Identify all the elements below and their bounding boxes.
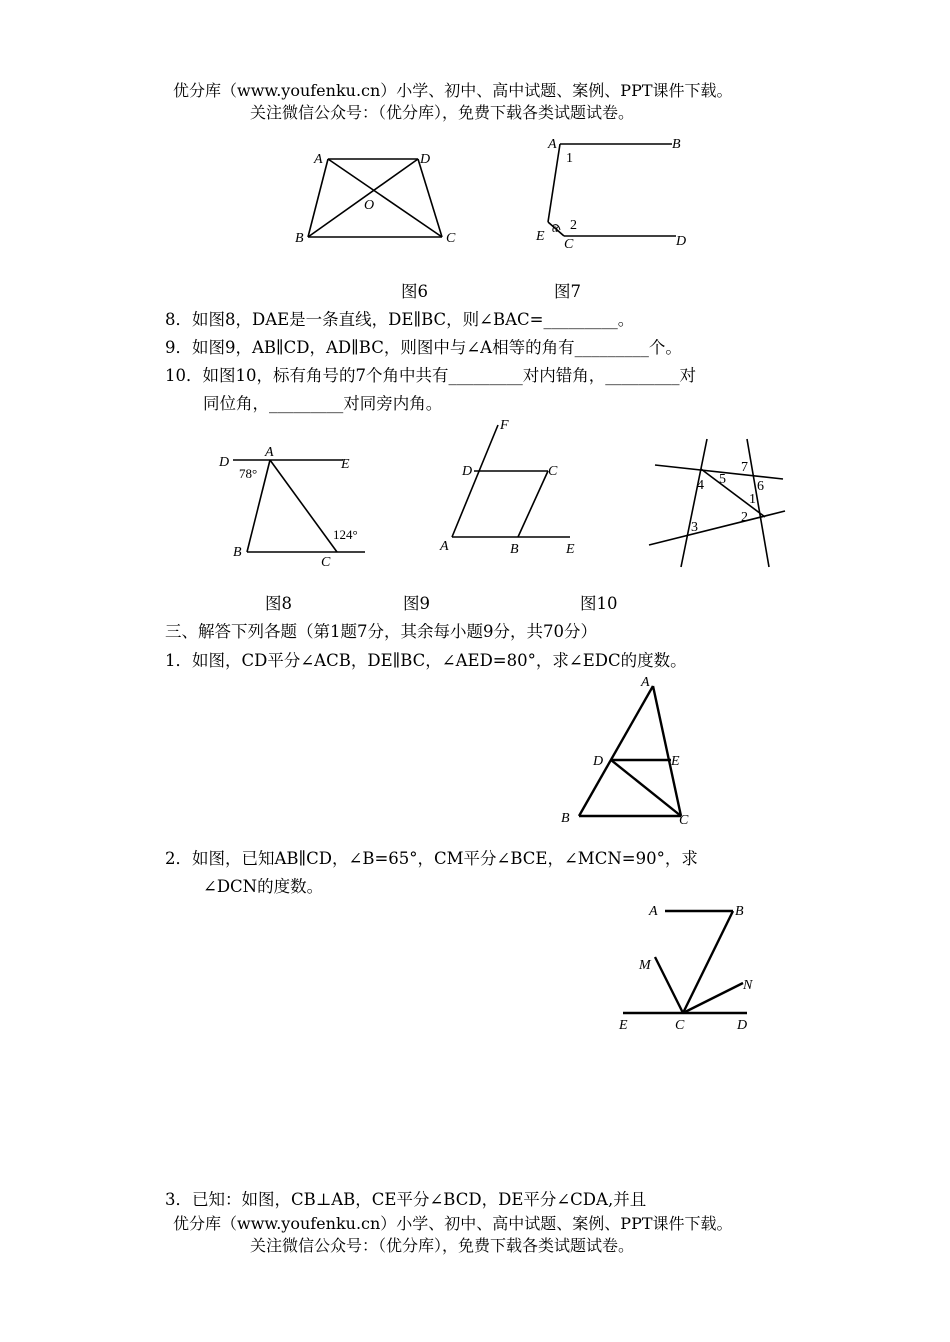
fig6-label-c: C xyxy=(446,231,456,246)
header-line-2: 关注微信公众号：（优分库），免费下载各类试题试卷。 xyxy=(250,103,635,122)
figure-8 xyxy=(215,440,375,570)
problem-1: 1．如图，CD平分∠ACB，DE∥BC，∠AED=80°，求∠EDC的度数。 xyxy=(165,651,687,670)
fig8-label-b: B xyxy=(233,545,242,560)
fig10-label-1: 1 xyxy=(749,492,756,507)
fig6-label-d: D xyxy=(420,152,431,167)
fig10-label-2: 2 xyxy=(741,510,748,525)
fig8-label-c: C xyxy=(321,555,331,570)
problem-2-line-1: 2．如图，已知AB∥CD，∠B=65°，CM平分∠BCE，∠MCN=90°，求 xyxy=(165,849,698,868)
fig10-label-6: 6 xyxy=(757,479,764,494)
p2-label-m: M xyxy=(639,958,651,973)
p1-label-a: A xyxy=(641,675,650,690)
fig9-caption: 图9 xyxy=(403,594,430,613)
fig10-label-4: 4 xyxy=(697,478,704,493)
footer-line-2: 关注微信公众号：（优分库），免费下载各类试题试卷。 xyxy=(250,1236,635,1255)
fig10-label-7: 7 xyxy=(741,460,748,475)
fig8-label-d: D xyxy=(219,455,230,470)
fig7-label-1: 1 xyxy=(566,151,573,166)
figure-7 xyxy=(530,130,700,255)
question-8: 8．如图8，DAE是一条直线，DE∥BC，则∠BAC=_________。 xyxy=(165,310,635,329)
fig9-label-c: C xyxy=(548,464,558,479)
p2-label-c: C xyxy=(675,1018,685,1033)
figure-6 xyxy=(290,145,470,255)
problem-1-figure xyxy=(555,672,705,832)
p2-label-d: D xyxy=(737,1018,748,1033)
fig8-label-a: A xyxy=(265,445,274,460)
footer-line-1: 优分库（www.youfenku.cn）小学、初中、高中试题、案例、PPT课件下载。 xyxy=(173,1214,733,1233)
fig8-label-e: E xyxy=(341,457,350,472)
fig6-label-b: B xyxy=(295,231,304,246)
fig9-label-e: E xyxy=(566,542,575,557)
figure-9 xyxy=(440,415,590,560)
fig8-angle-124: 124° xyxy=(333,527,358,542)
fig7-label-a: A xyxy=(548,137,557,152)
fig9-label-f: F xyxy=(500,418,509,433)
p1-label-e: E xyxy=(671,754,680,769)
p2-label-e: E xyxy=(619,1018,628,1033)
fig9-label-a: A xyxy=(440,539,449,554)
fig7-label-e: E xyxy=(536,229,545,244)
fig6-label-o: O xyxy=(364,198,375,213)
p1-label-c: C xyxy=(679,813,689,828)
fig9-label-d: D xyxy=(462,464,473,479)
problem-3: 3．已知：如图，CB⊥AB，CE平分∠BCD，DE平分∠CDA,并且 xyxy=(165,1190,647,1209)
figure-10 xyxy=(645,435,790,575)
section-3-title: 三、解答下列各题（第1题7分，其余每小题9分，共70分） xyxy=(165,622,597,641)
fig6-label-a: A xyxy=(314,152,323,167)
p2-label-a: A xyxy=(649,904,658,919)
fig7-caption: 图7 xyxy=(554,282,581,301)
fig6-caption: 图6 xyxy=(401,282,428,301)
problem-2-line-2: ∠DCN的度数。 xyxy=(203,877,324,896)
fig10-label-5: 5 xyxy=(719,472,726,487)
fig9-label-b: B xyxy=(510,542,519,557)
question-9: 9．如图9，AB∥CD，AD∥BC，则图中与∠A相等的角有_________个。 xyxy=(165,338,682,357)
fig8-caption: 图8 xyxy=(265,594,292,613)
fig8-angle-78: 78° xyxy=(239,466,258,481)
question-10-line-2: 同位角，_________对同旁内角。 xyxy=(203,394,443,413)
fig7-label-b: B xyxy=(672,137,681,152)
header-line-1: 优分库（www.youfenku.cn）小学、初中、高中试题、案例、PPT课件下载。 xyxy=(173,81,733,100)
fig10-caption: 图10 xyxy=(580,594,618,613)
p1-label-b: B xyxy=(561,811,570,826)
fig7-label-c: C xyxy=(564,237,574,252)
problem-2-figure xyxy=(605,895,765,1040)
fig7-label-alpha: α xyxy=(552,221,559,235)
p2-label-b: B xyxy=(735,904,744,919)
fig7-label-2: 2 xyxy=(570,218,577,233)
p2-label-n: N xyxy=(743,978,753,993)
question-10-line-1: 10．如图10，标有角号的7个角中共有_________对内错角，_________对 xyxy=(165,366,696,385)
p1-label-d: D xyxy=(593,754,604,769)
fig10-label-3: 3 xyxy=(691,520,698,535)
fig7-label-d: D xyxy=(676,234,687,249)
